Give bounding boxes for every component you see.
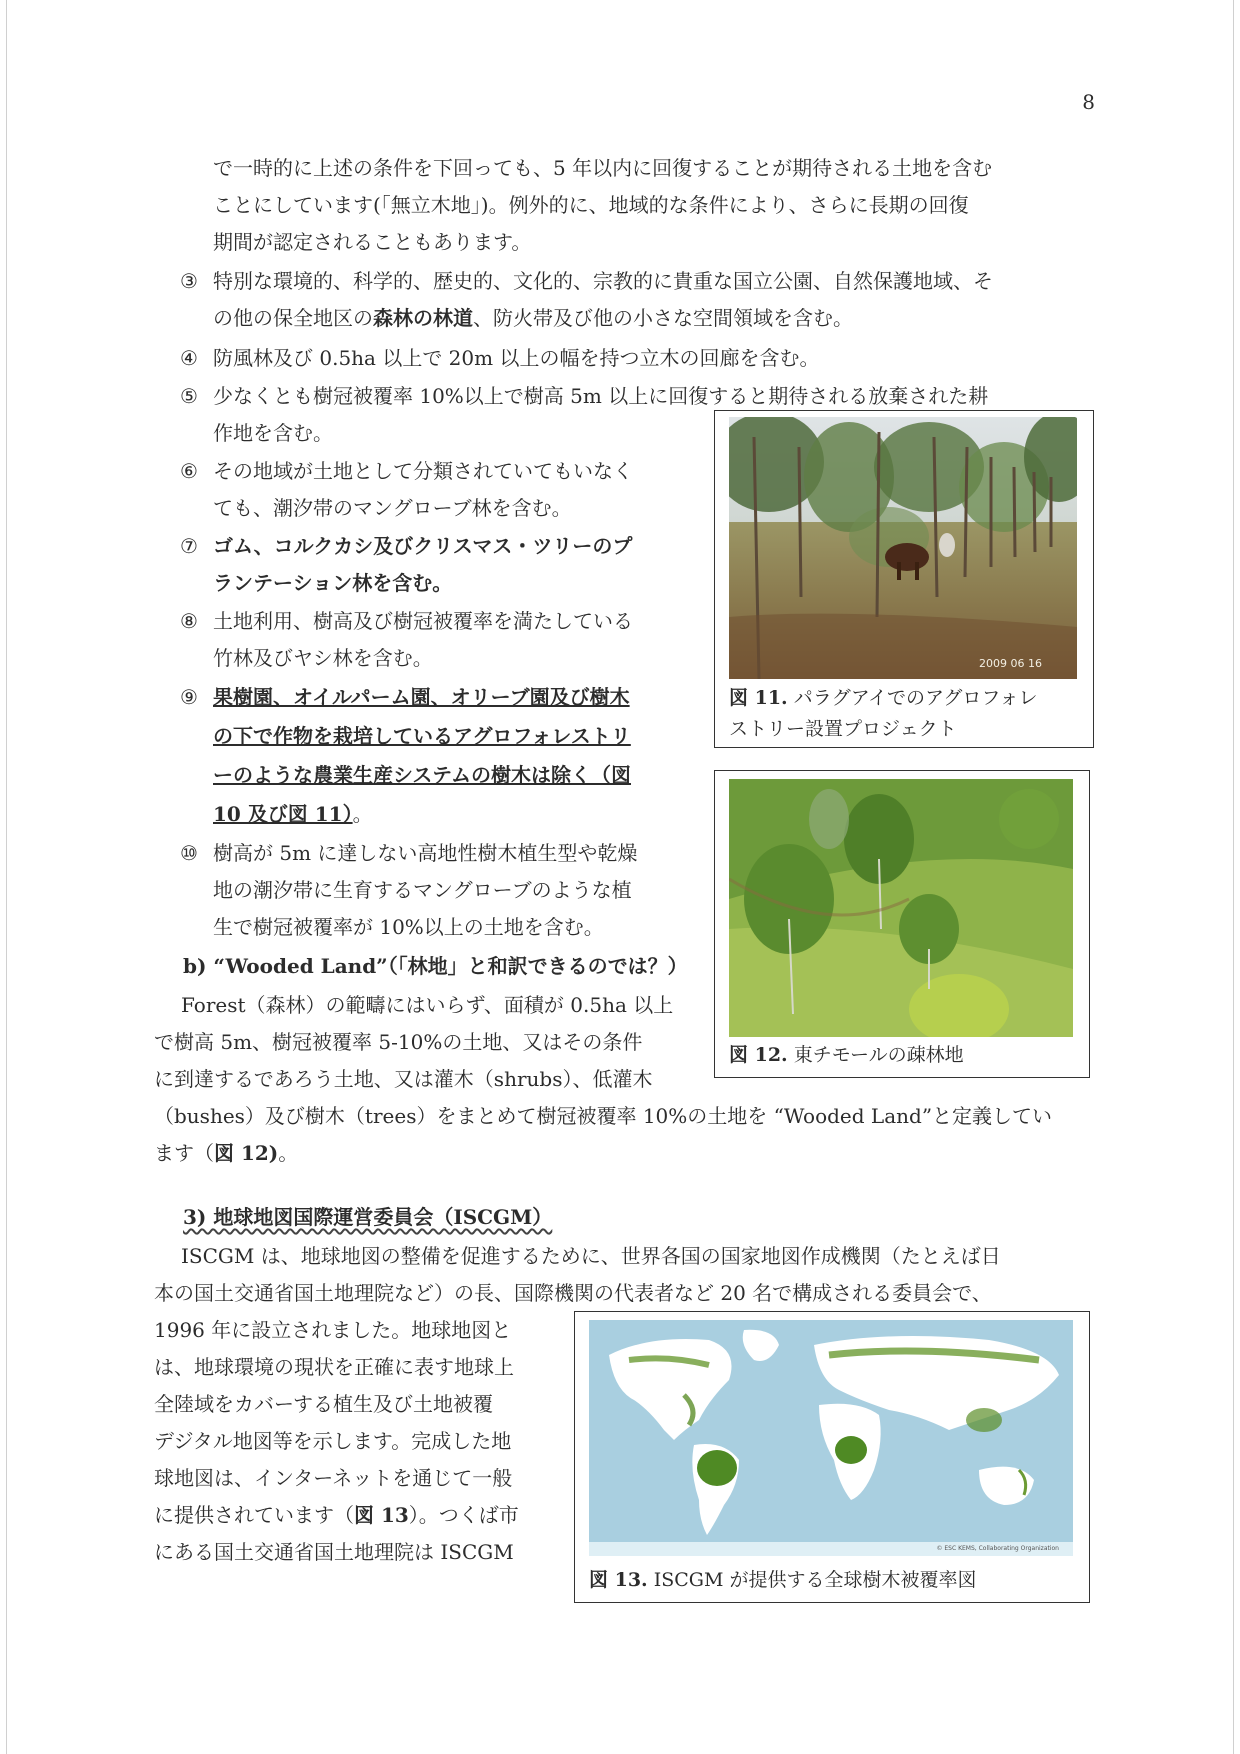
page-number: 8: [1082, 90, 1095, 114]
list-item-text: 果樹園、オイルパーム園、オリーブ園及び樹木: [213, 685, 630, 709]
list-item-text: の下で作物を栽培しているアグロフォレストリ: [213, 724, 631, 748]
list-item-text: 地の潮汐帯に生育するマングローブのような植: [213, 878, 632, 902]
figure-11: [714, 410, 1094, 748]
figure-12: [714, 770, 1090, 1078]
list-item-text: 防風林及び 0.5ha 以上で 20m 以上の幅を持つ立木の回廊を含む。: [213, 346, 820, 370]
para-line: （bushes）及び樹木（trees）をまとめて樹冠被覆率 10%の土地を “Wooded Land”と定義してい: [154, 1104, 1053, 1128]
para-line: 1996 年に設立されました。地球地図と: [154, 1318, 512, 1342]
map-credit: © ESC KEMS, Collaborating Organization: [936, 1545, 1059, 1552]
figure-13: [574, 1311, 1090, 1603]
para-line: ます（図 12)。: [154, 1141, 299, 1165]
para-line: に到達するであろう土地、又は灌木（shrubs）、低灌木: [154, 1067, 653, 1091]
list-marker: ④: [180, 346, 198, 370]
list-marker: ⑥: [180, 459, 198, 483]
figure-caption: ストリー設置プロジェクト: [729, 718, 957, 740]
list-item-text: その地域が土地として分類されていてもいなく: [213, 459, 633, 483]
list-marker: ⑦: [180, 534, 198, 558]
para-line: で樹高 5m、樹冠被覆率 5-10%の土地、又はその条件: [154, 1030, 643, 1054]
scan-edge-left: [6, 0, 7, 1754]
scan-edge-right: [1233, 0, 1234, 1754]
global-tree-cover-map: [589, 1320, 1073, 1556]
para-line: に提供されています（図 13）。つくば市: [154, 1503, 519, 1527]
para-line: 期間が認定されることもあります。: [213, 230, 532, 254]
list-item-text: ーのような農業生産システムの樹木は除く（図: [213, 763, 631, 787]
list-item-text: 樹高が 5m に達しない高地性樹木植生型や乾燥: [213, 841, 638, 865]
para-line: Forest（森林）の範疇にはいらず、面積が 0.5ha 以上: [181, 993, 674, 1017]
list-item-text: ても、潮汐帯のマングローブ林を含む。: [213, 496, 572, 520]
list-marker: ⑤: [180, 384, 198, 408]
list-marker: ⑧: [180, 609, 198, 633]
list-item-text: 特別な環境的、科学的、歴史的、文化的、宗教的に貴重な国立公園、自然保護地域、そ: [213, 269, 993, 293]
list-item-text: の他の保全地区の森林の林道、防火帯及び他の小さな空間領域を含む。: [213, 306, 853, 330]
list-item-text: 少なくとも樹冠被覆率 10%以上で樹高 5m 以上に回復すると期待される放棄された耕: [213, 384, 989, 408]
list-item-text: ランテーション林を含む。: [213, 571, 453, 595]
list-item-text: 竹林及びヤシ林を含む。: [213, 646, 433, 670]
figure-caption: 図 11. パラグアイでのアグロフォレ: [729, 687, 1038, 709]
figure-caption: 図 13. ISCGM が提供する全球樹木被覆率図: [589, 1569, 977, 1591]
para-line: は、地球環境の現状を正確に表す地球上: [154, 1355, 514, 1379]
wooded-land-photo: [729, 779, 1073, 1037]
para-line: にある国土交通省国土地理院は ISCGM: [154, 1540, 514, 1564]
para-line: 全陸域をカバーする植生及び土地被覆: [154, 1392, 493, 1416]
list-item-text: 土地利用、樹高及び樹冠被覆率を満たしている: [213, 609, 633, 633]
para-line: ISCGM は、地球地図の整備を促進するために、世界各国の国家地図作成機関（たとえば日: [181, 1244, 1001, 1268]
list-marker: ③: [180, 269, 198, 293]
list-marker: ⑨: [180, 685, 198, 709]
section-heading: b) “Wooded Land”（「林地」と和訳できるのでは？）: [183, 954, 688, 978]
para-line: 球地図は、インターネットを通じて一般: [154, 1466, 513, 1490]
list-item-text: 作地を含む。: [213, 421, 333, 445]
list-item-text: 10 及び図 11）。: [213, 802, 373, 826]
para-line: ことにしています(「無立木地」)。例外的に、地域的な条件により、さらに長期の回復: [213, 193, 969, 217]
agroforestry-photo: [729, 417, 1077, 679]
list-item-text: ゴム、コルクカシ及びクリスマス・ツリーのプ: [213, 534, 633, 558]
para-line: 本の国土交通省国土地理院など）の長、国際機関の代表者など 20 名で構成される委員会で、: [154, 1281, 992, 1305]
list-item-text: 生で樹冠被覆率が 10%以上の土地を含む。: [213, 915, 604, 939]
section-heading: 3) 地球地図国際運営委員会（ISCGM）: [183, 1205, 553, 1229]
list-marker: ⑩: [180, 841, 198, 865]
figure-caption: 図 12. 東チモールの疎林地: [729, 1044, 964, 1066]
para-line: で一時的に上述の条件を下回っても、5 年以内に回復することが期待される土地を含む: [213, 156, 993, 180]
date-stamp: 2009 06 16: [979, 657, 1042, 670]
para-line: デジタル地図等を示します。完成した地: [154, 1429, 512, 1453]
